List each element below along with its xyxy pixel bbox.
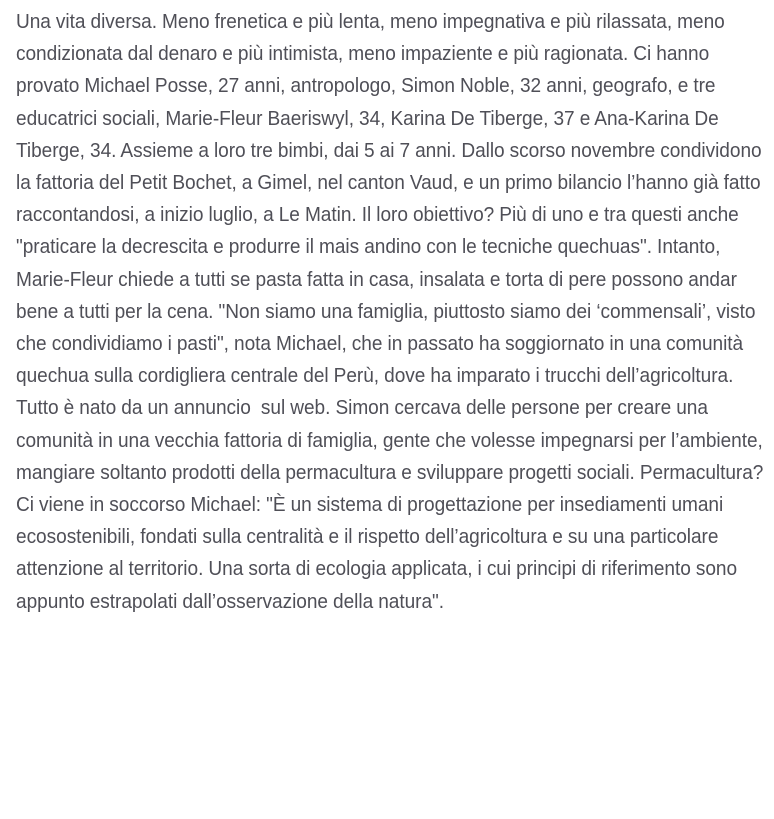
article-paragraph: Tutto è nato da un annuncio sul web. Simon cercava delle persone per creare una comunità in una vecchia fattoria di famiglia, gente che volesse impegnarsi per l’ambiente, mangiare soltanto prodotti della permacultura e sviluppare progetti sociali. Permacultura? Ci viene in soccorso Michael: "È un sistema di progettazione per insediamenti umani ecosostenibili, fondati sulla centralità e il rispetto dell’agricoltura e su una particolare attenzione al territorio. Una sorta di ecologia applicata, i cui principi di riferimento sono appunto estrapolati dall’osservazione della natura".	[16, 397, 769, 613]
article-paragraph: Una vita diversa. Meno frenetica e più lenta, meno impegnativa e più rilassata, meno condizionata dal denaro e più intimista, meno impaziente e più ragionata. Ci hanno provato Michael Posse, 27 anni, antropologo, Simon Noble, 32 anni, geografo, e tre educatrici sociali, Marie-Fleur Baeriswyl, 34, Karina De Tiberge, 37 e Ana-Karina De Tiberge, 34. Assieme a loro tre bimbi, dai 5 ai 7 anni. Dallo scorso novembre condividono la fattoria del Petit Bochet, a Gimel, nel canton Vaud, e un primo bilancio l’hanno già fatto raccontandosi, a inizio luglio, a Le Matin. Il loro obiettivo? Più di uno e tra questi anche "praticare la decrescita e produrre il mais andino con le tecniche quechuas". Intanto, Marie-Fleur chiede a tutti se pasta fatta in casa, insalata e torta di pere possono andar bene a tutti per la cena. "Non siamo una famiglia, piuttosto siamo dei ‘commensali’, visto che condividiamo i pasti", nota Michael, che in passato ha soggiornato in una comunità quechua sulla cordigliera centrale del Perù, dove ha imparato i trucchi dell’agricoltura.	[16, 11, 767, 388]
